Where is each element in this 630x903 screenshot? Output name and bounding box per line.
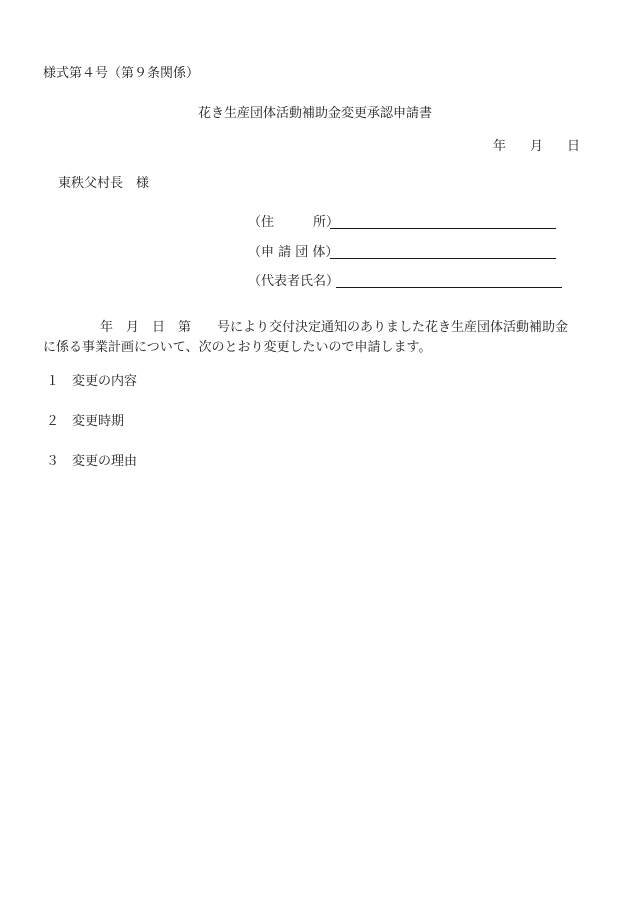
representative-label: （代表者氏名） bbox=[248, 274, 340, 289]
item-label: 変更時期 bbox=[72, 414, 125, 429]
item-number: ２ bbox=[46, 414, 60, 429]
list-item bbox=[46, 414, 124, 430]
date-day-label: 日 bbox=[567, 139, 581, 154]
representative-underline bbox=[336, 287, 562, 288]
date-month-label: 月 bbox=[530, 139, 544, 154]
list-item bbox=[46, 454, 137, 470]
body-paragraph bbox=[43, 318, 591, 358]
addressee: 東秩父村長 様 bbox=[58, 176, 150, 191]
list-item bbox=[46, 374, 137, 390]
applicant-group-label: （申 請 団 体） bbox=[248, 245, 339, 260]
address-underline bbox=[330, 228, 556, 229]
item-number: １ bbox=[46, 374, 60, 389]
body-line-1: 年 月 日 第 号により交付決定通知のありました花き生産団体活動補助金 bbox=[100, 320, 569, 335]
applicant-group-underline bbox=[330, 258, 556, 259]
form-number: 様式第４号（第９条関係） bbox=[43, 66, 200, 81]
date-line bbox=[493, 139, 580, 155]
body-line-2: に係る事業計画について、次のとおり変更したいので申請します。 bbox=[43, 340, 432, 355]
document-title: 花き生産団体活動補助金変更承認申請書 bbox=[197, 106, 432, 121]
date-year-label: 年 bbox=[493, 139, 507, 154]
item-label: 変更の内容 bbox=[72, 374, 138, 389]
item-number: ３ bbox=[46, 454, 60, 469]
address-label: （住 所） bbox=[248, 215, 340, 230]
item-label: 変更の理由 bbox=[72, 454, 138, 469]
